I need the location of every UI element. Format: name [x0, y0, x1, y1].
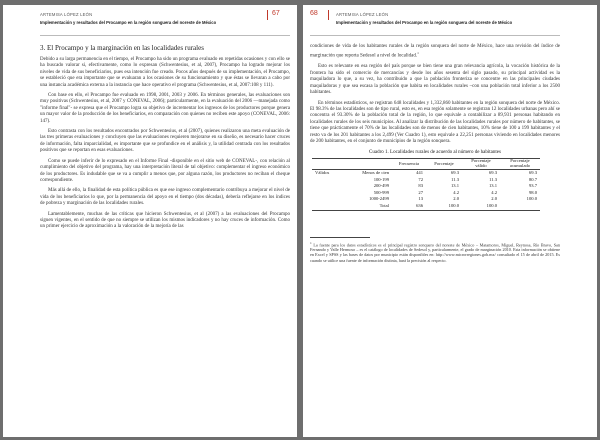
cell-frequency: 27: [418, 189, 423, 195]
localities-table: [312, 158, 540, 210]
header-divider: [328, 10, 329, 20]
cell-valid: 4.2: [491, 189, 497, 195]
cell-valid: 2.0: [491, 196, 497, 202]
footnote: [310, 241, 560, 264]
col-header-valid-percentage: Porcentaje válido: [462, 159, 500, 170]
page-header: [310, 10, 560, 36]
table-row: [312, 183, 540, 190]
footnote-text: La fuente para los datos estadísticos es el principal registro sonquero del noreste de México – Matamoros, Miguel, Reynosa, Río Bravo, San Fernando y Valle Hermoso – es el catálogo de localidades de Sedesol y, particularmente, el grado de marginación 2010. Esta información se obtiene en Excel y SPSS y las bases de datos por municipio están disponibles en: http://www.microrregiones.gob.mx/ consultado el 15 de abril de 2015. Es cuando se utilice una fuente de información distinta, hará la precisión al respecto.: [310, 241, 561, 263]
row-label: 500-999: [373, 189, 389, 195]
table-caption: Cuadro 1. Localidades rurales de acuerdo al número de habitantes: [369, 150, 501, 156]
cell-frequency: 636: [392, 203, 426, 210]
cell-percentage: 13.1: [450, 183, 459, 189]
group-label: Válidos: [315, 169, 330, 175]
table-row: [312, 177, 540, 184]
footnote-number: 1: [310, 240, 312, 245]
cell-percentage: 11.3: [451, 176, 459, 182]
cell-percentage: 100.0: [426, 203, 462, 210]
cell-percentage: 69.3: [450, 169, 459, 175]
header-author: ARTEMISA LÓPEZ LEÓN: [336, 12, 389, 17]
cell-frequency: 441: [416, 169, 423, 175]
table-header-row: [312, 159, 540, 170]
paragraph: Más allá de ello, la finalidad de esta política pública es que ese ingreso complementario contribuya a mejorar el nivel de vida de los beneficiarios lo que, por la permanencia del apoyo en el tiempo (dos décadas), debería reflejarse en los índices de pobreza y marginación de las localidades rurales.: [40, 188, 290, 207]
header-title: Implementación y resultados del Procampo en la región songuera del noreste de México: [40, 20, 217, 25]
footnote-marker: 1: [417, 51, 419, 56]
cell-cumulative: 100.0: [526, 196, 537, 202]
table-row: [312, 190, 540, 197]
cell-valid: 100.0: [462, 203, 500, 210]
left-page: [3, 5, 297, 437]
paragraph: [310, 44, 560, 60]
header-divider: [267, 10, 268, 20]
footnote-rule: [310, 237, 370, 238]
paragraph: En términos estadísticos, se registran 648 localidades y 1,332,860 habitantes en la región sonquera del norte de México. El 98.3% de las localidades son de tipo rural, esto es, en esa región solamente se registran 12 localidades urbanas pero ahí se concentra el 93.30% de la población total de la región, lo que equivale a contabilizar a 89,931 personas habitando en localidades rurales de los seis municipios. Al analizar la distribución de las localidades rurales por número de habitantes, se tiene que prácticamente el 70% de las localidades son de menos de cien habitantes, 10% tiene de 100 a 199 habitantes y el resto va de los 201 habitantes a los 2,499 (Ver Cuadro 1), esto equivale a 22,251 personas viviendo en localidades menores de 200 habitantes, en el conjunto de municipios de la región sonquera.: [310, 100, 560, 144]
cell-valid: 11.3: [489, 176, 497, 182]
page-header: [40, 10, 290, 36]
header-author: ARTEMISA LÓPEZ LEÓN: [40, 12, 93, 17]
cell-frequency: 83: [418, 183, 423, 189]
paragraph: Lamentablemente, muchas de las críticas que hicieron Schwentesius, et al (2007) a las evaluaciones del Procampo siguen vigentes, en el sentido de que no siempre se utilizan los mismos indicadores y no hay cruces de información. Como un primer ejercicio de aproximación a la valoración de la mejoría de las: [40, 211, 290, 230]
col-header-frequency: Frecuencia: [392, 159, 426, 170]
row-label: 200-499: [373, 183, 389, 189]
table-row: [312, 196, 540, 203]
table-row: [312, 169, 540, 176]
page-number: 67: [272, 10, 280, 17]
cell-frequency: 72: [418, 176, 423, 182]
header-title: Implementación y resultados del Procampo en la región songuera del noreste de México: [336, 20, 513, 25]
cell-valid: 13.1: [488, 183, 497, 189]
paragraph: Esto contrasta con los resultados encontrados por Schwentesius, et al (2007), quienes realizaron una meta evaluación de las tres primeras evaluaciones y concluyen que las evaluaciones requieren mejorarse en su diseño, es necesario hacer cruces de información, falta imparcialidad, es importante que se profundice en el análisis y, la utilidad centrada con los resultados positivos que se reportan en esas evaluaciones.: [40, 129, 290, 154]
paragraph: Debido a su larga permanencia en el tiempo, el Procampo ha sido un programa evaluado en repetidas ocasiones y con ello se ha buscado valorar si, efectivamente, como lo expresan (Schwentesius, et al, 2007), Procampo ha logrado mejorar los niveles de vida de sus beneficiarios, pues esa intención fue creado. Pocos años después de su implementación, el Procampo, se estableció que era importante que se evaluaran a los ocasiones de su funcionamiento y que éstas se llevaran a cabo por una instancia académica externa a la instancia que hace operativo el programa (Schwentesius, et al, 2007:108 y 111).: [40, 57, 290, 88]
col-header-cumulative-percentage: Porcentaje acumulado: [500, 159, 540, 170]
cell-frequency: 13: [418, 196, 423, 202]
row-label: Total: [342, 203, 392, 210]
col-header-percentage: Porcentaje: [426, 159, 462, 170]
table-row-total: [312, 203, 540, 210]
cell-cumulative: 93.7: [528, 183, 537, 189]
cell-percentage: 4.2: [453, 189, 459, 195]
cell-valid: 69.3: [488, 169, 497, 175]
row-label: Menos de cien: [362, 169, 389, 175]
paragraph: Con base en ello, el Procampo fue evaluado en 1998, 2001, 2003 y 2006. En términos generales, las evaluaciones son muy positivas (Schwentesius, et al, 2007 y CONEVAL, 2006); particularmente, en la evaluación del 2006 —manejada como "informe final"- se expresa que el Procampo logra su objetivo de incrementar los ingresos de los productores porque genera un mayor valor de la producción de los beneficiarios, en comparación con quienes no reciben este apoyo (CONEVAL, 2006: 147).: [40, 93, 290, 124]
right-page: [303, 5, 597, 437]
cell-cumulative: 98.0: [528, 189, 537, 195]
paragraph: Como se puede inferir de lo expresado en el Informe Final -disponible en el sitio web de CONEVAL-, con relación al cumplimiento del objetivo del programa, hay una interpretación literal de tal objetivo: complementar el ingreso económico de los productores. Es indudable que se va a cumplir a menos que, por alguna razón, los productores no reciban el cheque correspondiente.: [40, 158, 290, 183]
row-label: 1000-2499: [369, 196, 389, 202]
row-label: 100-199: [373, 176, 389, 182]
cell-cumulative: 80.7: [528, 176, 537, 182]
page-number: 68: [310, 10, 318, 17]
cell-cumulative: [500, 203, 540, 210]
paragraph-text: condiciones de vida de los habitantes rurales de la región sonquera del norte de México, hace una revisión del índice de marginación que reporta Sedesol a nivel de localidad.: [310, 44, 560, 60]
section-title: 3. El Procampo y la marginación en las localidades rurales: [40, 44, 204, 52]
paragraph: Esto es relevante en esa región del país porque se bien tiene una gran relevancia agrícola, la vocación histórica de la frontera ha sido el comercio de mercancías y desde los años sesenta del siglo pasado, su principal actividad es la maquiladora lo que, a su vez, ha contribuido a que la población fronteriza se concentre en las principales ciudades maquiladoras y que sea escasa la población que habita en localidades rurales –con una población total inferior a los 2500 habitantes.: [310, 64, 560, 96]
cell-cumulative: 69.3: [528, 169, 537, 175]
cell-percentage: 2.0: [453, 196, 459, 202]
